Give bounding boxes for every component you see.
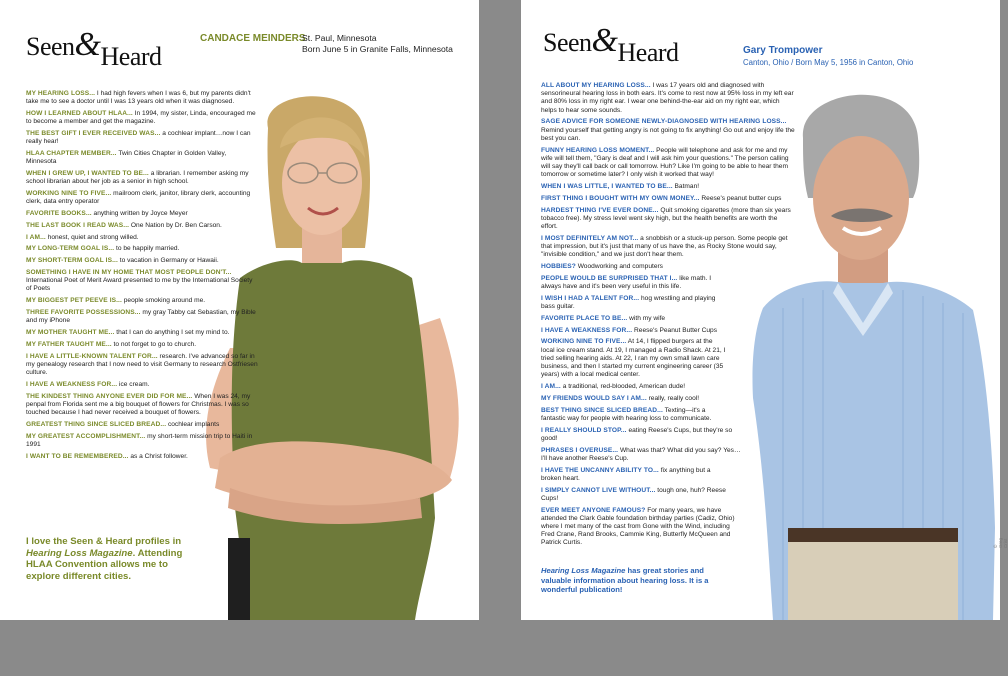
qa-item: WORKING NINE TO FIVE... mailroom clerk, janitor, library clerk, accounting clerk, data entry operator: [26, 190, 251, 206]
closing-quote: Hearing Loss Magazine has great stories and valuable information about hearing loss. It is a wonderful publication!: [541, 566, 709, 594]
seen-and-heard-logo: Seen&Heard: [543, 22, 679, 67]
qa-item: I AM... honest, quiet and strong willed.: [26, 233, 139, 241]
qa-item: BEST THING SINCE SLICED BREAD... Texting—it's a fantastic way for people with hearing loss to communicate.: [541, 406, 712, 422]
profile-qa-list: [26, 90, 258, 464]
qa-item: I AM... a traditional, red-blooded, American dude!: [541, 383, 686, 391]
qa-item: FIRST THING I BOUGHT WITH MY OWN MONEY... Reese's peanut butter cups: [541, 194, 782, 202]
closing-quote: I love the Seen & Heard profiles in Hearing Loss Magazine. Attending HLAA Convention allows me to explore different cities.: [26, 536, 183, 582]
qa-item: ALL ABOUT MY HEARING LOSS... I was 17 years old and diagnosed with sensorineural hearing loss in both ears. It's come to rest now at 95% loss in my left ear and 80% loss in my right ear. I wear one behind-the-ear aid on my right ear, which helps to hear some sounds.: [541, 82, 794, 114]
qa-item: MY FATHER TAUGHT ME... to not forget to go to church.: [26, 340, 197, 348]
profile-name: CANDACE MEINDERS: [200, 33, 306, 44]
qa-item: MY LONG-TERM GOAL IS... to be happily married.: [26, 245, 180, 253]
qa-item: WHEN I GREW UP, I WANTED TO BE... a librarian. I remember asking my school librarian about her job as a senior in high school.: [26, 170, 249, 186]
qa-item: PHRASES I OVERUSE... What was that? What did you say? Yes…I'll have another Reese's Cup.: [541, 446, 741, 462]
qa-item: HARDEST THING I'VE EVER DONE... Quit smoking cigarettes (more than six years tobacco free). My stress level went sky high, but the health benefits are worth the effort.: [541, 206, 791, 231]
qa-item: I REALLY SHOULD STOP... eating Reese's Cups, but they're so good!: [541, 426, 733, 442]
profile-info: Canton, Ohio / Born May 5, 1956 in Canton, Ohio: [743, 58, 914, 67]
qa-item: I MOST DEFINITELY AM NOT... a snobbish or a stuck-up person. Some people get that impression, but it's just that many of us have the, as Rocky Stone would say, "invisible condition," and we just don't hear them.: [541, 234, 788, 259]
qa-item: GREATEST THING SINCE SLICED BREAD... cochlear implants: [26, 420, 220, 428]
qa-item: FAVORITE BOOKS... anything written by Joyce Meyer: [26, 210, 188, 217]
right-profile-page: [521, 0, 1008, 620]
profile-info: St. Paul, Minnesota Born June 5 in Granite Falls, Minnesota: [302, 33, 453, 54]
qa-item: THE KINDEST THING ANYONE EVER DID FOR ME... When I was 24, my penpal from Florida sent me a big bouquet of flowers for Christmas. I was so touched because I had never received a bouquet of flowers.: [26, 392, 251, 416]
qa-item: WORKING NINE TO FIVE... At 14, I flipped burgers at the local ice cream stand. At 19, I managed a Radio Shack. At 21, I tried selling hearing aids. At 22, I ran my own small lawn care business, and then I started my current engineering career (35 years) with a local medical center.: [541, 338, 726, 379]
seen-and-heard-logo: Seen&Heard: [26, 26, 162, 71]
qa-item: FUNNY HEARING LOSS MOMENT... People will telephone and ask for me and my wife will tell them, "Gary is deaf and I will ask him your questions." The person calling will say they'll call back or call tomorrow. Huh? Like I'm going to be able to hear them tomorrow or sometime later? I only wish it worked that way!: [541, 146, 789, 179]
qa-item: EVER MEET ANYONE FAMOUS? For many years, we have attended the Clark Gable foundation birthday parties (Cadiz, Ohio) where I met many of the cast from Gone with the Wind, including Fred Crane, Rand Brooks, Cammie King, Butterfly McQueen and Patrick Curtis.: [541, 506, 735, 547]
qa-item: I HAVE A WEAKNESS FOR... ice cream.: [26, 380, 150, 388]
qa-item: FAVORITE PLACE TO BE... with my wife: [541, 314, 666, 322]
qa-item: MY BIGGEST PET PEEVE IS... people smoking around me.: [26, 297, 206, 305]
qa-item: THREE FAVORITE POSSESSIONS... my gray Tabby cat Sebastian, my Bible and my iPhone: [26, 308, 256, 325]
qa-item: WHEN I WAS LITTLE, I WANTED TO BE... Batman!: [541, 183, 700, 191]
qa-item: HOW I LEARNED ABOUT HLAA... In 1994, my sister, Linda, encouraged me to become a member and get the magazine.: [26, 110, 256, 126]
qa-item: THE BEST GIFT I EVER RECEIVED WAS... a cochlear implant…now I can really hear!: [26, 130, 251, 146]
qa-item: I WISH I HAD A TALENT FOR... hog wrestling and playing bass guitar.: [541, 294, 716, 311]
qa-item: I HAVE A WEAKNESS FOR... Reese's Peanut Butter Cups: [541, 326, 718, 334]
profile-qa-list: [541, 82, 795, 551]
qa-item: PEOPLE WOULD BE SURPRISED THAT I... like math. I always have and it's been very useful in this life.: [541, 274, 712, 291]
qa-item: HLAA CHAPTER MEMBER... Twin Cities Chapter in Golden Valley, Minnesota: [26, 150, 227, 166]
left-profile-page: [0, 0, 479, 620]
profile-name: Gary Trompower: [743, 45, 823, 56]
qa-item: MY HEARING LOSS... I had high fevers when I was 6, but my parents didn't take me to see a doctor until I was 13 years old when it was diagnosed.: [26, 90, 251, 106]
photo-credit: © Greg Crist: [993, 537, 1008, 548]
qa-item: MY GREATEST ACCOMPLISHMENT... my short-term mission trip to Haiti in 1991: [26, 432, 253, 448]
qa-item: I HAVE THE UNCANNY ABILITY TO... fix anything but a broken heart.: [541, 466, 711, 482]
qa-item: MY SHORT-TERM GOAL IS... to vacation in Germany or Hawaii.: [26, 257, 219, 265]
qa-item: THE LAST BOOK I READ WAS... One Nation by Dr. Ben Carson.: [26, 221, 222, 229]
qa-item: I WANT TO BE REMEMBERED... as a Christ follower.: [26, 452, 188, 460]
qa-item: HOBBIES? Woodworking and computers: [541, 263, 663, 271]
qa-item: MY FRIENDS WOULD SAY I AM... really, really cool!: [541, 394, 700, 402]
qa-item: SOMETHING I HAVE IN MY HOME THAT MOST PEOPLE DON'T... International Poet of Merit Award presented to me by the International Society of Poets: [26, 268, 253, 293]
qa-item: I HAVE A LITTLE-KNOWN TALENT FOR... research. I've advanced so far in my genealogy research that I now need to visit Germany to research Ostfriesen culture.: [26, 352, 258, 376]
qa-item: I SIMPLY CANNOT LIVE WITHOUT... tough one, huh? Reese Cups!: [541, 486, 726, 502]
qa-item: SAGE ADVICE FOR SOMEONE NEWLY-DIAGNOSED WITH HEARING LOSS... Remind yourself that getting angry is not going to fix anything! Go out and enjoy life the best you can.: [541, 118, 795, 142]
qa-item: MY MOTHER TAUGHT ME... that I can do anything I set my mind to.: [26, 328, 230, 336]
